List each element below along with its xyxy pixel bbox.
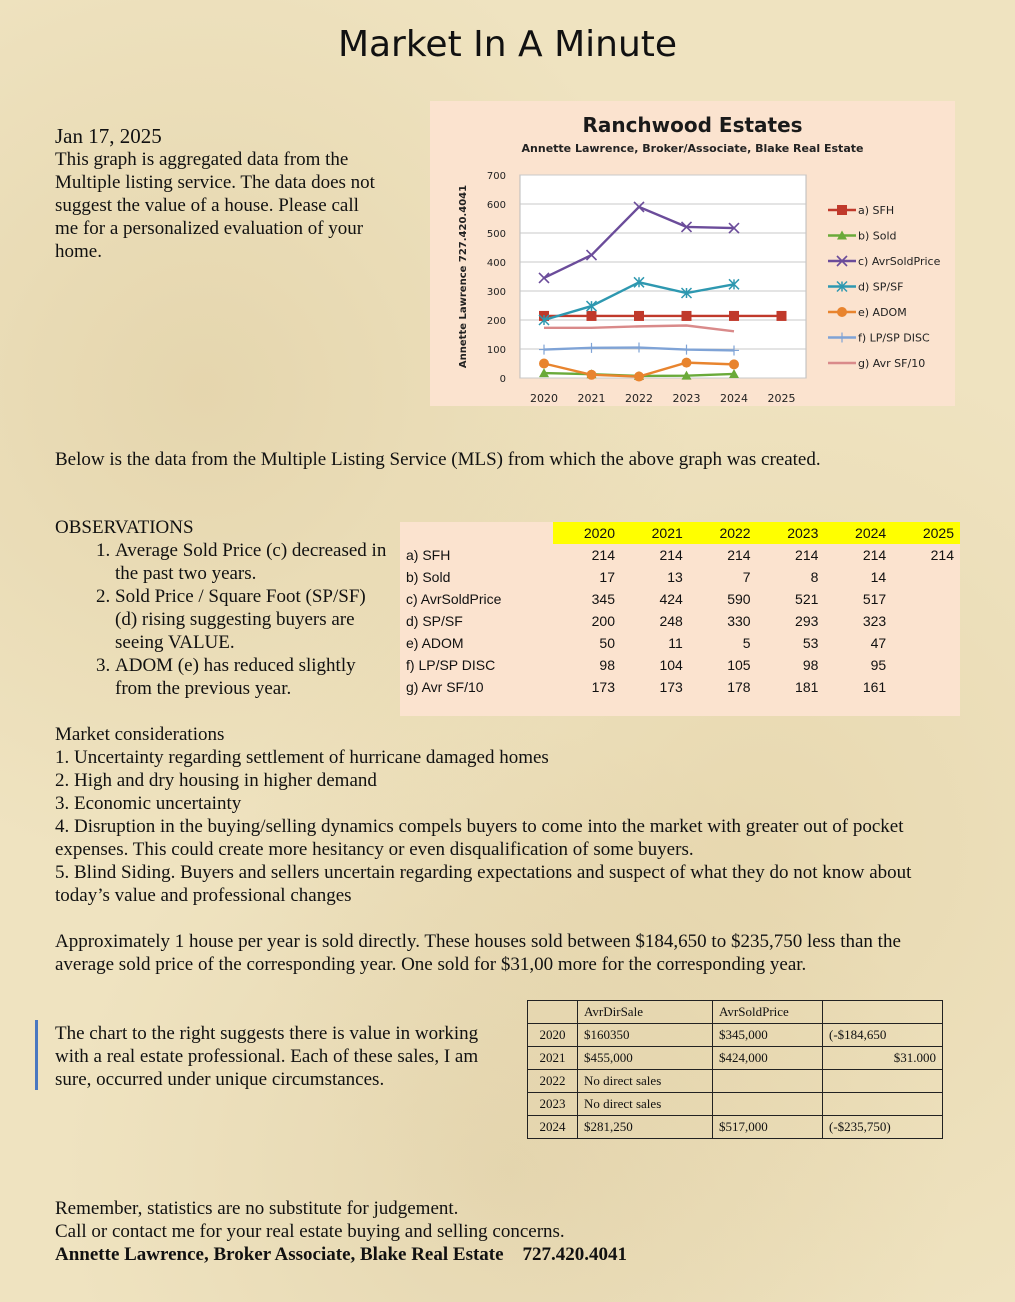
table-cell: [892, 632, 960, 654]
table-cell: 293: [795, 613, 819, 629]
table-cell: 173: [591, 679, 615, 695]
observations-heading: OBSERVATIONS: [55, 517, 194, 538]
observation-item: 2. Sold Price / Square Foot (SP/SF) (d) rising suggesting buyers are seeing VALUE.: [115, 585, 390, 654]
y-tick-label: 300: [486, 287, 506, 298]
table-cell: 2021: [528, 1047, 578, 1070]
table-cell: [823, 1093, 943, 1116]
table-cell: 2024: [528, 1116, 578, 1139]
table-cell: AvrSoldPrice: [713, 1001, 823, 1024]
legend-label: f) LP/SP DISC: [858, 331, 930, 345]
year-header: 2025: [892, 522, 960, 544]
table-cell: 178: [727, 679, 751, 695]
table-cell: 53: [802, 635, 819, 651]
legend-label: b) Sold: [858, 229, 897, 243]
year-header: 2024: [824, 522, 892, 544]
table-cell: [823, 1070, 943, 1093]
table-cell: $517,000: [713, 1116, 823, 1139]
table-cell: 5: [742, 635, 751, 651]
row-label: e) ADOM: [406, 635, 464, 651]
y-axis-label: Annette Lawrence 727.420.4041: [458, 184, 469, 369]
table-cell: 98: [599, 657, 615, 673]
table-row: [400, 566, 960, 588]
table-cell: (-$184,650: [823, 1024, 943, 1047]
table-cell: 95: [870, 657, 887, 673]
row-label: g) Avr SF/10: [406, 679, 484, 695]
table-row: [528, 1093, 943, 1116]
legend-marker: [837, 333, 847, 343]
table-row: [400, 632, 960, 654]
market-item: 2. High and dry housing in higher demand: [55, 770, 377, 791]
table-cell: [892, 654, 960, 676]
table-cell: 517: [862, 591, 887, 607]
table-cell: $424,000: [713, 1047, 823, 1070]
row-label: a) SFH: [406, 547, 451, 563]
table-cell: $455,000: [578, 1047, 713, 1070]
footer-line: Remember, statistics are no substitute for judgement.: [55, 1198, 459, 1219]
table-cell: 248: [659, 613, 683, 629]
data-point: [587, 370, 597, 380]
x-tick-label: 2025: [767, 392, 796, 405]
data-point: [634, 311, 644, 321]
table-cell: 173: [659, 679, 683, 695]
observation-item: 3. ADOM (e) has reduced slightly from the previous year.: [115, 654, 390, 700]
table-row: [528, 1001, 943, 1024]
table-cell: (-$235,750): [823, 1116, 943, 1139]
table-cell: [713, 1093, 823, 1116]
table-row: [400, 544, 960, 566]
legend-marker: [837, 205, 847, 215]
legend-label: g) Avr SF/10: [858, 357, 926, 370]
table-cell: 323: [862, 613, 887, 629]
legend-label: a) SFH: [858, 204, 895, 217]
table-cell: 11: [668, 635, 683, 651]
table-row: [400, 676, 960, 698]
table-cell: [892, 676, 960, 698]
table-cell: 14: [870, 569, 887, 585]
y-tick-label: 200: [486, 316, 506, 327]
table-cell: 161: [862, 679, 887, 695]
direct-sales-text: Approximately 1 house per year is sold directly. These houses sold between $184,650 to $235,750 less than the average sold price of the corresponding year. One sold for $31,00 more for the corresponding year.: [55, 931, 901, 975]
data-point: [682, 358, 692, 368]
data-point: [634, 372, 644, 382]
legend-label: c) AvrSoldPrice: [858, 255, 941, 268]
row-label: d) SP/SF: [406, 613, 463, 629]
direct-sales-table: [527, 1000, 943, 1139]
market-item: 4. Disruption in the buying/selling dynamics compels buyers to come into the market with greater out of pocket expenses. This could create more hesitancy or even disqualification of some buyers.: [55, 816, 904, 860]
table-row: [400, 610, 960, 632]
line-chart: [430, 101, 955, 406]
table-row: [528, 1024, 943, 1047]
x-tick-label: 2023: [672, 392, 701, 405]
table-cell: 13: [667, 569, 683, 585]
y-tick-label: 100: [486, 345, 506, 356]
market-item: 3. Economic uncertainty: [55, 793, 242, 814]
table-cell: 50: [599, 635, 615, 651]
table-row: [528, 1047, 943, 1070]
market-item: 1. Uncertainty regarding settlement of hurricane damaged homes: [55, 747, 549, 768]
table-cell: 214: [862, 547, 887, 563]
table-cell: 200: [591, 613, 615, 629]
chart-note: The chart to the right suggests there is value in working with a real estate professional. Each of these sales, I am sure, occurred under unique circumstances.: [55, 1023, 479, 1090]
table-cell: [892, 566, 960, 588]
data-point: [777, 311, 787, 321]
table-cell: 105: [727, 657, 751, 673]
table-cell: 214: [930, 547, 954, 563]
agent-contact: Annette Lawrence, Broker Associate, Blake Real Estate 727.420.4041: [55, 1244, 628, 1265]
page-title: Market In A Minute: [337, 24, 678, 65]
y-tick-label: 400: [486, 258, 506, 269]
row-label: f) LP/SP DISC: [406, 657, 496, 673]
table-row: [400, 654, 960, 676]
table-cell: [892, 588, 960, 610]
accent-bar: [35, 1020, 38, 1090]
table-cell: [528, 1001, 578, 1024]
y-tick-label: 500: [486, 229, 506, 240]
legend-label: d) SP/SF: [858, 280, 904, 294]
table-cell: $160350: [578, 1024, 713, 1047]
row-label: c) AvrSoldPrice: [406, 591, 502, 607]
table-cell: 214: [795, 547, 819, 563]
data-point: [729, 311, 739, 321]
table-cell: 98: [802, 657, 819, 673]
table-cell: [713, 1070, 823, 1093]
table-cell: 17: [599, 569, 615, 585]
table-cell: No direct sales: [578, 1070, 713, 1093]
mls-data-table: [400, 522, 960, 716]
table-cell: No direct sales: [578, 1093, 713, 1116]
data-point: [682, 311, 692, 321]
year-header: 2022: [689, 522, 757, 544]
table-cell: 8: [810, 569, 819, 585]
intro-text: This graph is aggregated data from the Multiple listing service. The data does not suggest the value of a house. Please call me for a personalized evaluation of your home.: [55, 149, 375, 262]
table-cell: 47: [870, 635, 887, 651]
table-cell: AvrDirSale: [578, 1001, 713, 1024]
year-header: 2021: [621, 522, 689, 544]
table-row: [528, 1070, 943, 1093]
table-row: [400, 588, 960, 610]
chart-subtitle: Annette Lawrence, Broker/Associate, Blake Real Estate: [521, 142, 864, 155]
table-cell: 7: [742, 569, 751, 585]
table-cell: [823, 1001, 943, 1024]
table-row: [528, 1116, 943, 1139]
market-considerations: [55, 723, 955, 907]
data-point: [587, 311, 597, 321]
table-cell: [892, 610, 960, 632]
data-point: [539, 359, 549, 369]
x-tick-label: 2020: [530, 392, 558, 405]
y-tick-label: 0: [499, 374, 506, 385]
table-cell: $31.000: [823, 1047, 943, 1070]
row-label: b) Sold: [406, 569, 451, 585]
table-cell: 2020: [528, 1024, 578, 1047]
year-header: 2020: [553, 522, 621, 544]
table-cell: 2022: [528, 1070, 578, 1093]
footer: [55, 1197, 955, 1266]
below-text: Below is the data from the Multiple Listing Service (MLS) from which the above graph was created.: [55, 449, 821, 470]
data-point: [729, 359, 739, 369]
table-cell: 214: [591, 547, 615, 563]
x-tick-label: 2024: [720, 392, 748, 405]
year-header: 2023: [757, 522, 825, 544]
table-cell: 181: [795, 679, 819, 695]
market-heading: Market considerations: [55, 724, 225, 745]
table-cell: 214: [659, 547, 683, 563]
report-date: Jan 17, 2025: [55, 124, 162, 148]
observations-list: [55, 539, 390, 700]
table-cell: $345,000: [713, 1024, 823, 1047]
table-cell: 214: [727, 547, 751, 563]
table-cell: 330: [727, 613, 751, 629]
legend-marker: [837, 307, 847, 317]
observation-item: 1. Average Sold Price (c) decreased in the past two years.: [115, 539, 390, 585]
footer-line: Call or contact me for your real estate buying and selling concerns.: [55, 1221, 565, 1242]
chart-title: Ranchwood Estates: [582, 113, 803, 137]
legend-label: e) ADOM: [858, 306, 907, 319]
table-cell: 104: [659, 657, 683, 673]
table-cell: 345: [591, 591, 615, 607]
table-cell: 2023: [528, 1093, 578, 1116]
y-tick-label: 700: [486, 171, 506, 182]
table-cell: 424: [659, 591, 683, 607]
y-tick-label: 600: [486, 200, 506, 211]
table-header-row: [400, 522, 960, 544]
table-cell: $281,250: [578, 1116, 713, 1139]
market-item: 5. Blind Siding. Buyers and sellers uncertain regarding expectations and suspect of what they do not know about today’s value and professional changes: [55, 862, 912, 906]
table-cell: 521: [795, 591, 819, 607]
table-cell: 590: [727, 591, 751, 607]
x-tick-label: 2022: [625, 392, 653, 405]
x-tick-label: 2021: [577, 392, 606, 405]
